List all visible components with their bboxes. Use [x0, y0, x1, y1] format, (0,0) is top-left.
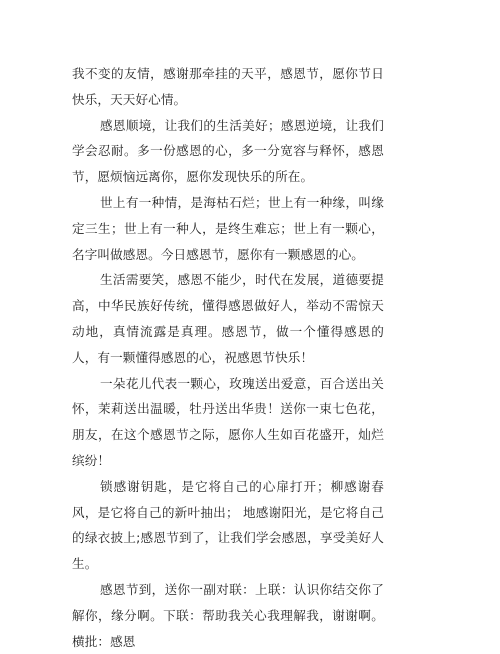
- paragraph-2: 感恩顺境，让我们的生活美好；感恩逆境，让我们学会忍耐。多一份感恩的心，多一分宽容与释怀，感恩节，愿烦恼远离你，愿你发现快乐的所在。: [72, 117, 384, 185]
- paragraph-1: 我不变的友情，感谢那牵挂的天平，感恩节，愿你节日快乐，天天好心情。: [72, 66, 384, 107]
- paragraph-6: 锁感谢钥匙，是它将自己的心扉打开；柳感谢春风，是它将自己的新叶抽出； 地感谢阳光，是它将自己的绿衣披上;感恩节到了，让我们学会感恩，享受美好人生。: [72, 478, 384, 572]
- paragraph-7: 感恩节到，送你一副对联：上联：认识你结交你了解你，缘分啊。下联：帮助我关心我理解我，谢谢啊。横批：感恩: [72, 581, 384, 649]
- paragraph-3: 世上有一种情，是海枯石烂；世上有一种缘，叫缘定三生；世上有一种人，是终生难忘；世上有一颗心，名字叫做感恩。今日感恩节，愿你有一颗感恩的心。: [72, 194, 384, 262]
- paragraph-4: 生活需要笑，感恩不能少，时代在发展，道德要提高，中华民族好传统，懂得感恩做好人，举动不需惊天动地，真情流露是真理。感恩节，做一个懂得感恩的人，有一颗懂得感恩的心，祝感恩节快乐！: [72, 272, 384, 365]
- document-body: [72, 61, 384, 654]
- paragraph-5: 一朵花儿代表一颗心，玫瑰送出爱意，百合送出关怀，茉莉送出温暖，牡丹送出华贵！送你一束七色花，朋友，在这个感恩节之际，愿你人生如百花盛开，灿烂缤纷！: [72, 375, 384, 468]
